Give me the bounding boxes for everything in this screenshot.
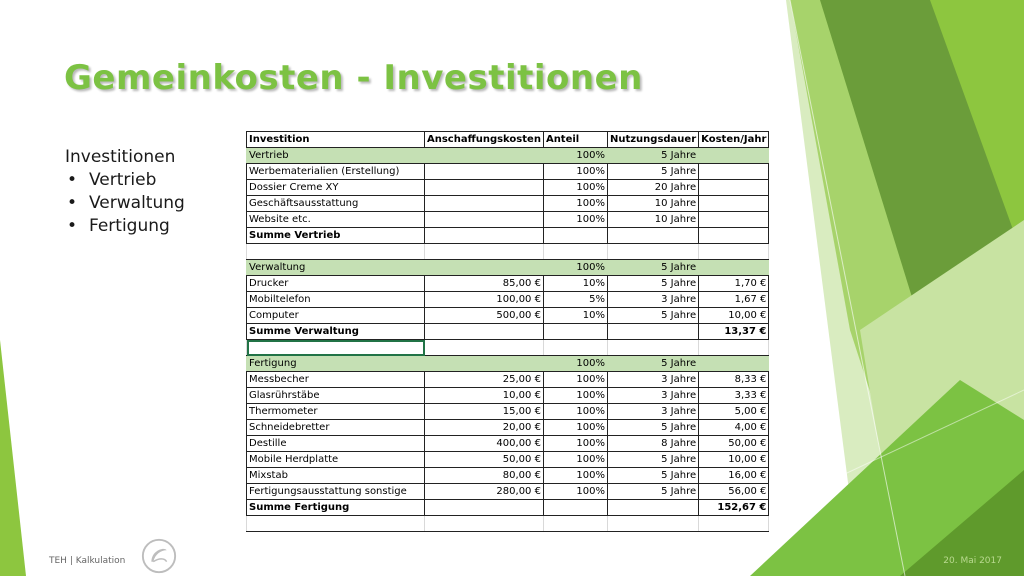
table-cell[interactable] [699, 164, 769, 180]
table-cell[interactable]: Drucker [247, 276, 425, 292]
table-cell[interactable] [543, 340, 607, 356]
sum-row-verwaltung [247, 324, 769, 340]
table-cell[interactable] [699, 228, 769, 244]
table-cell[interactable]: Mixstab [247, 468, 425, 484]
table-cell[interactable] [699, 340, 769, 356]
table-cell[interactable]: 1,70 € [699, 276, 769, 292]
table-header-row [247, 132, 769, 148]
table-cell[interactable]: Mobile Herdplatte [247, 452, 425, 468]
table-cell[interactable]: 3 Jahre [607, 388, 698, 404]
table-cell[interactable]: Website etc. [247, 212, 425, 228]
table-cell[interactable] [247, 244, 425, 260]
table-cell[interactable]: 5 Jahre [607, 420, 698, 436]
table-row [247, 468, 769, 484]
table-cell[interactable]: 280,00 € [425, 484, 544, 500]
table-cell[interactable]: 100,00 € [425, 292, 544, 308]
table-cell[interactable]: 20,00 € [425, 420, 544, 436]
table-cell[interactable] [425, 196, 544, 212]
table-cell[interactable]: Dossier Creme XY [247, 180, 425, 196]
table-row [247, 388, 769, 404]
table-cell[interactable]: 100% [543, 260, 607, 276]
table-cell[interactable]: Kosten/Jahr [699, 132, 769, 148]
table-cell[interactable]: 20 Jahre [607, 180, 698, 196]
table-cell[interactable]: Geschäftsausstattung [247, 196, 425, 212]
bullet-heading: Investitionen [65, 147, 176, 167]
table-cell[interactable] [425, 212, 544, 228]
table-cell[interactable]: Messbecher [247, 372, 425, 388]
table-cell[interactable]: Summe Verwaltung [247, 324, 425, 340]
table-cell[interactable]: 5 Jahre [607, 356, 698, 372]
table-cell[interactable]: 3 Jahre [607, 292, 698, 308]
table-cell[interactable]: 100% [543, 180, 607, 196]
table-cell[interactable]: 100% [543, 372, 607, 388]
selected-cell[interactable] [247, 340, 425, 356]
table-cell[interactable] [699, 356, 769, 372]
table-cell[interactable]: 100% [543, 356, 607, 372]
table-cell[interactable]: 5 Jahre [607, 276, 698, 292]
table-cell[interactable]: Schneidebretter [247, 420, 425, 436]
table-cell[interactable]: Summe Fertigung [247, 500, 425, 516]
table-cell[interactable] [425, 180, 544, 196]
table-cell[interactable] [425, 164, 544, 180]
table-cell[interactable] [699, 148, 769, 164]
logo-icon [140, 537, 178, 575]
table-cell[interactable] [543, 500, 607, 516]
table-cell[interactable] [607, 340, 698, 356]
table-cell[interactable]: 8,33 € [699, 372, 769, 388]
table-cell[interactable]: 10 Jahre [607, 196, 698, 212]
table-cell[interactable]: 56,00 € [699, 484, 769, 500]
table-cell[interactable]: 100% [543, 148, 607, 164]
table-cell[interactable] [425, 500, 544, 516]
investment-table [246, 131, 769, 532]
table-cell[interactable] [607, 516, 698, 532]
table-cell[interactable]: 4,00 € [699, 420, 769, 436]
table-cell[interactable] [425, 244, 544, 260]
table-cell[interactable]: Werbematerialien (Erstellung) [247, 164, 425, 180]
table-cell[interactable]: Investition [247, 132, 425, 148]
table-cell[interactable]: 50,00 € [425, 452, 544, 468]
bullet-item: • Fertigung [67, 216, 170, 236]
table-cell[interactable]: Summe Vertrieb [247, 228, 425, 244]
table-cell[interactable]: 85,00 € [425, 276, 544, 292]
table-row [247, 196, 769, 212]
table-cell[interactable]: 100% [543, 404, 607, 420]
table-cell[interactable] [543, 228, 607, 244]
table-cell[interactable]: 100% [543, 212, 607, 228]
table-row [247, 292, 769, 308]
section-row-vertrieb [247, 148, 769, 164]
empty-row [247, 516, 769, 532]
table-cell[interactable]: 100% [543, 420, 607, 436]
table-cell[interactable]: Thermometer [247, 404, 425, 420]
table-cell[interactable]: Vertrieb [247, 148, 425, 164]
section-row-verwaltung [247, 260, 769, 276]
table-cell[interactable] [425, 340, 544, 356]
table-cell[interactable]: 10 Jahre [607, 212, 698, 228]
bullet-list [65, 146, 185, 238]
table-cell[interactable]: 5 Jahre [607, 468, 698, 484]
table-cell[interactable]: 50,00 € [699, 436, 769, 452]
table-cell[interactable] [425, 324, 544, 340]
table-cell[interactable]: 5 Jahre [607, 452, 698, 468]
table-row [247, 436, 769, 452]
footer-text: TEH | Kalkulation [49, 556, 126, 566]
table-cell[interactable]: 500,00 € [425, 308, 544, 324]
table-cell[interactable]: 10% [543, 308, 607, 324]
table-cell[interactable] [607, 500, 698, 516]
table-row [247, 484, 769, 500]
table-cell[interactable]: 5 Jahre [607, 148, 698, 164]
table-row [247, 420, 769, 436]
empty-row [247, 340, 769, 356]
table-cell[interactable]: 8 Jahre [607, 436, 698, 452]
table-cell[interactable] [607, 244, 698, 260]
table-cell[interactable]: 13,37 € [699, 324, 769, 340]
table-cell[interactable]: Anteil [543, 132, 607, 148]
table-cell[interactable]: 100% [543, 468, 607, 484]
table-cell[interactable]: Mobiltelefon [247, 292, 425, 308]
table-cell[interactable]: 15,00 € [425, 404, 544, 420]
table-row [247, 276, 769, 292]
table-cell[interactable]: 5% [543, 292, 607, 308]
table-cell[interactable]: 10,00 € [425, 388, 544, 404]
table-row [247, 164, 769, 180]
table-cell[interactable]: 5 Jahre [607, 260, 698, 276]
table-cell[interactable]: 3 Jahre [607, 404, 698, 420]
table-cell[interactable]: 100% [543, 436, 607, 452]
section-row-fertigung [247, 356, 769, 372]
table-cell[interactable]: 100% [543, 484, 607, 500]
table-cell[interactable] [425, 516, 544, 532]
footer-date: 20. Mai 2017 [943, 556, 1002, 566]
table-cell[interactable]: 3 Jahre [607, 372, 698, 388]
table-cell[interactable] [543, 244, 607, 260]
table-cell[interactable]: Fertigung [247, 356, 425, 372]
table-cell[interactable]: Verwaltung [247, 260, 425, 276]
table-cell[interactable] [699, 212, 769, 228]
table-row [247, 212, 769, 228]
table-cell[interactable]: 16,00 € [699, 468, 769, 484]
table-cell[interactable]: Nutzungsdauer [607, 132, 698, 148]
table-cell[interactable] [607, 228, 698, 244]
table-cell[interactable]: 100% [543, 164, 607, 180]
sum-row-vertrieb [247, 228, 769, 244]
bullet-item: • Verwaltung [67, 193, 185, 213]
table-cell[interactable] [543, 516, 607, 532]
table-cell[interactable] [543, 324, 607, 340]
empty-row [247, 244, 769, 260]
table-cell[interactable]: 5,00 € [699, 404, 769, 420]
table-row [247, 372, 769, 388]
table-row [247, 404, 769, 420]
table-cell[interactable] [607, 324, 698, 340]
table-cell[interactable]: 10% [543, 276, 607, 292]
table-cell[interactable]: 3,33 € [699, 388, 769, 404]
page-title: Gemeinkosten - Investitionen [64, 58, 643, 98]
table-cell[interactable]: 5 Jahre [607, 308, 698, 324]
table-cell[interactable] [425, 356, 544, 372]
table-cell[interactable] [699, 244, 769, 260]
table-cell[interactable]: 152,67 € [699, 500, 769, 516]
table-cell[interactable]: 400,00 € [425, 436, 544, 452]
table-cell[interactable] [425, 260, 544, 276]
table-cell[interactable] [699, 196, 769, 212]
table-cell[interactable]: Fertigungsausstattung sonstige [247, 484, 425, 500]
table-cell[interactable] [699, 260, 769, 276]
table-cell[interactable]: 1,67 € [699, 292, 769, 308]
bullet-item: • Vertrieb [67, 170, 157, 190]
table-cell[interactable]: 5 Jahre [607, 164, 698, 180]
table-row [247, 308, 769, 324]
table-cell[interactable]: 100% [543, 388, 607, 404]
sum-row-fertigung [247, 500, 769, 516]
table-cell[interactable]: 100% [543, 452, 607, 468]
table-cell[interactable] [699, 180, 769, 196]
table-cell[interactable]: Glasrührstäbe [247, 388, 425, 404]
table-cell[interactable] [699, 516, 769, 532]
table-cell[interactable] [425, 148, 544, 164]
table-row [247, 180, 769, 196]
table-cell[interactable]: 100% [543, 196, 607, 212]
table-cell[interactable]: Anschaffungskosten [425, 132, 544, 148]
table-cell[interactable]: 10,00 € [699, 308, 769, 324]
table-cell[interactable]: 25,00 € [425, 372, 544, 388]
table-cell[interactable]: 80,00 € [425, 468, 544, 484]
table-cell[interactable] [247, 516, 425, 532]
table-cell[interactable]: Computer [247, 308, 425, 324]
table-cell[interactable] [425, 228, 544, 244]
table-cell[interactable]: 5 Jahre [607, 484, 698, 500]
table-row [247, 452, 769, 468]
table-cell[interactable]: 10,00 € [699, 452, 769, 468]
table-cell[interactable]: Destille [247, 436, 425, 452]
